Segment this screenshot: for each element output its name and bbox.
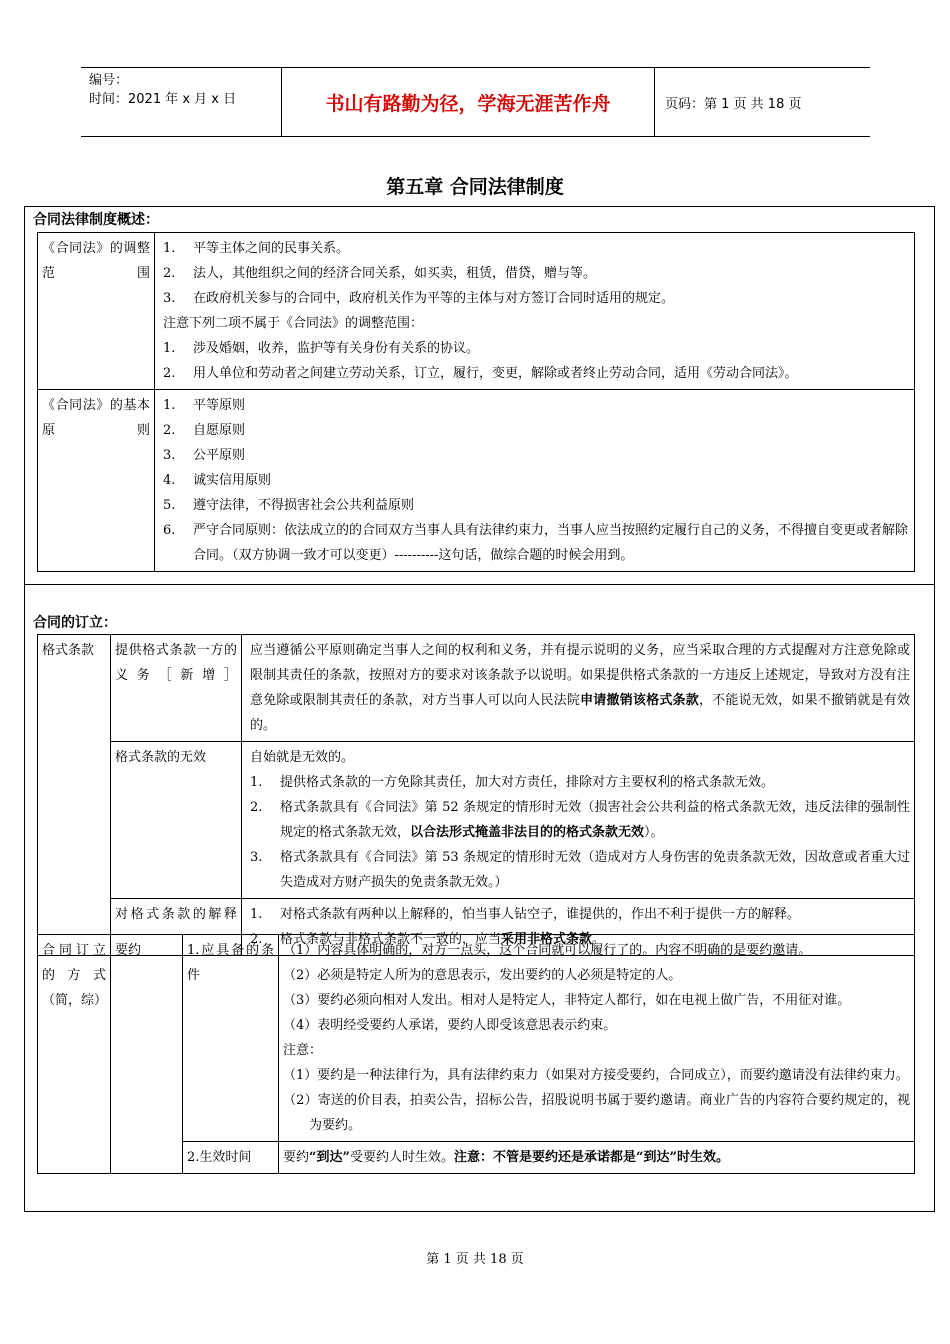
number-label: 编号： <box>89 73 129 88</box>
list-item: 1. 提供格式条款的一方免除其责任，加大对方责任，排除对方主要权利的格式条款无效。 <box>250 775 775 790</box>
row-label: 对格式条款的解释 <box>111 899 242 956</box>
effective-time-label: 2.生效时间 <box>183 1142 279 1174</box>
chapter-title: 第五章 合同法律制度 <box>386 176 564 198</box>
header-motto: 书山有路勤为径，学海无涯苦作舟 <box>281 68 655 136</box>
list-item: 1. 对格式条款有两种以上解释的，怕当事人钻空子，谁提供的，作出不利于提供一方的解释。 <box>250 907 801 922</box>
header-meta <box>81 68 281 136</box>
list-item: 3. 在政府机关参与的合同中，政府机关作为平等的主体与对方签订合同时适用的规定。 <box>163 291 675 306</box>
table-row <box>38 635 915 742</box>
condition-content: （1）内容具体明确的，对方一点头，这个合同就可以履行了的。内容不明确的是要约邀请。 （2）必须是特定人所为的意思表示，发出要约的人必须是特定的人。 （3）要约必须向相对人发出。相对人是特定人，非特定人都行，如在电视上做广告，不用征对谁。 （4）表明经受要约人承诺，要约人即受该意思表示约束。 注意： （1）要约是一种法律行为，具有法律约束力（如果对方接受要约，合同成立），而要约邀请没有法律约束力。 （2）寄送的价目表，拍卖公告，招标公告，招股说明书属于要约邀请。商业广告的内容符合要约规定的，视为要约。 <box>279 935 915 1142</box>
note-text: 注意下列二项不属于《合同法》的调整范围： <box>163 316 424 331</box>
overview-table <box>37 232 915 572</box>
list-item: 2. 格式条款具有《合同法》第 52 条规定的情形时无效（损害社会公共利益的格式条款无效，违反法律的强制性规定的格式条款无效，以合法形式掩盖非法目的的格式条款无效）。 <box>250 800 910 840</box>
row-content <box>155 233 915 390</box>
row-label: 格式条款的无效 <box>111 742 242 899</box>
table-row <box>38 742 915 899</box>
time-label: 时间：2021 年 x 月 x 日 <box>89 92 237 107</box>
offer-label: 要约 <box>111 935 183 1174</box>
list-item: 3. 公平原则 <box>163 448 246 463</box>
row-content: 应当遵循公平原则确定当事人之间的权利和义务，并有提示说明的义务，应当采取合理的方式提醒对方注意免除或限制其责任的条款，按照对方的要求对该条款予以说明。如果提供格式条款的一方违反上述规定，导致对方没有注意免除或限制其责任的条款，对方当事人可以向人民法院申请撤销该格式条款，不能说无效，如果不撤销就是有效的。 <box>242 635 915 742</box>
list-item: 4. 诚实信用原则 <box>163 473 272 488</box>
format-clause-table <box>37 634 915 956</box>
format-label: 格式条款 <box>38 635 111 956</box>
list-item: 6. 严守合同原则：依法成立的的合同双方当事人具有法律约束力，当事人应当按照约定履行自己的义务，不得擅自变更或者解除合同。（双方协调一致才可以变更）----------这句话，做综合题的时候会用到。 <box>163 523 909 563</box>
page-header <box>81 67 870 137</box>
table-row <box>38 233 915 390</box>
section-divider <box>24 584 935 585</box>
section2-heading: 合同的订立： <box>33 615 117 631</box>
row-content: 自始就是无效的。 1. 提供格式条款的一方免除其责任，加大对方责任，排除对方主要权利的格式条款无效。 2. 格式条款具有《合同法》第 52 条规定的情形时无效（损害社会公共利益的格式条款无效，违反法律的强制性规定的格式条款无效，以合法形式掩盖非法目的的格式条款无效）。 3. 格式条款具有《合同法》第 53 条规定的情形时无效（造成对方人身伤害的免责条款无效，因故意或者重大过失造成对方财产损失的免责条款无效。） <box>242 742 915 899</box>
row-label: 《合同法》的基本原则 <box>38 390 155 572</box>
list-item: 1. 涉及婚姻，收养，监护等有关身份有关系的协议。 <box>163 341 480 356</box>
list-item: 1. 平等原则 <box>163 398 246 413</box>
list-item: 2. 用人单位和劳动者之间建立劳动关系，订立，履行，变更，解除或者终止劳动合同，适用《劳动合同法》。 <box>163 366 798 381</box>
section1-heading: 合同法律制度概述： <box>33 212 159 228</box>
row-content <box>155 390 915 572</box>
offer-table <box>37 934 915 1174</box>
list-item: 3. 格式条款具有《合同法》第 53 条规定的情形时无效（造成对方人身伤害的免责条款无效，因故意或者重大过失造成对方财产损失的免责条款无效。） <box>250 850 910 890</box>
row-label: 提供格式条款一方的义务［新增］ <box>111 635 242 742</box>
list-item: 1. 平等主体之间的民事关系。 <box>163 241 350 256</box>
page-footer: 第 1 页 共 18 页 <box>426 1252 524 1267</box>
effective-time-content: 要约“到达”受要约人时生效。注意：不管是要约还是承诺都是“到达”时生效。 <box>279 1142 915 1174</box>
offer-method-label: 合同订立的方式（简，综） <box>38 935 111 1174</box>
table-row <box>38 390 915 572</box>
condition-label: 1.应具备的条件 <box>183 935 279 1142</box>
table-row <box>38 935 915 1142</box>
list-item: 5. 遵守法律，不得损害社会公共利益原则 <box>163 498 415 513</box>
list-item: 2. 法人，其他组织之间的经济合同关系，如买卖，租赁，借贷，赠与等。 <box>163 266 597 281</box>
row-label: 《合同法》的调整范围 <box>38 233 155 390</box>
list-item: 2. 自愿原则 <box>163 423 246 438</box>
header-page-info: 页码：第 1 页 共 18 页 <box>665 96 802 112</box>
list-item: 2. 格式条款与非格式条款不一致的，应当采用非格式条款。 <box>250 932 606 947</box>
